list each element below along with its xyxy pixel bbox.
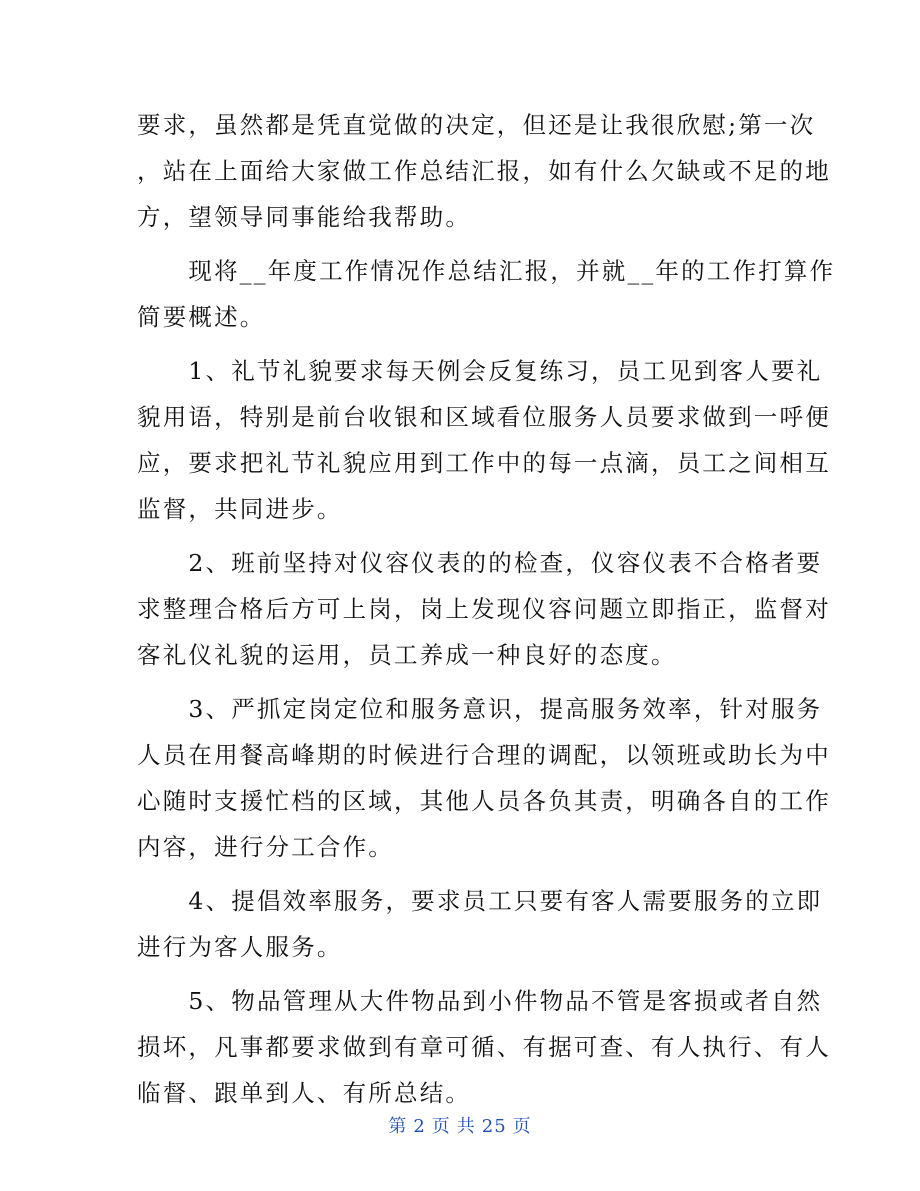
- document-body: [137, 102, 836, 1116]
- page-footer: [0, 1112, 920, 1138]
- footer-current-page: 2: [413, 1116, 426, 1137]
- footer-total-pages: 25: [481, 1116, 507, 1137]
- text-line: 简要概述。: [137, 303, 266, 331]
- footer-total-word: 共: [456, 1116, 476, 1137]
- paragraph-gap: [137, 240, 787, 248]
- paragraph-gap: [137, 970, 787, 978]
- paragraph-gap: [137, 532, 787, 540]
- paragraph-gap: [137, 870, 787, 878]
- text-line: 损坏，凡事都要求做到有章可循、有据可查、有人执行、有人: [137, 1033, 831, 1061]
- text-line: 貌用语，特别是前台收银和区域看位服务人员要求做到一呼便: [137, 403, 831, 431]
- text-line: 心随时支援忙档的区域，其他人员各负其责，明确各自的工作: [137, 787, 831, 815]
- paragraph-gap: [137, 340, 787, 348]
- text-line: 客礼仪礼貌的运用，员工养成一种良好的态度。: [137, 641, 677, 669]
- text-line: 应，要求把礼节礼貌应用到工作中的每一点滴，员工之间相互: [137, 449, 831, 477]
- text-line: 2、班前坚持对仪容仪表的的检查，仪容仪表不合格者要: [137, 549, 823, 577]
- footer-suffix: 页: [512, 1116, 532, 1137]
- text-line: 方，望领导同事能给我帮助。: [137, 203, 472, 231]
- footer-prefix: 第: [388, 1116, 408, 1137]
- paragraph-gap: [137, 678, 787, 686]
- text-line: 进行为客人服务。: [137, 933, 343, 961]
- text-line: 人员在用餐高峰期的时候进行合理的调配，以领班或助长为中: [137, 741, 831, 769]
- text-line: 临督、跟单到人、有所总结。: [137, 1079, 472, 1107]
- text-line: 1、礼节礼貌要求每天例会反复练习，员工见到客人要礼: [137, 357, 823, 385]
- text-line: 3、严抓定岗定位和服务意识，提高服务效率，针对服务: [137, 695, 823, 723]
- footer-page-word: 页: [431, 1116, 451, 1137]
- text-line: 要求，虽然都是凭直觉做的决定，但还是让我很欣慰;第一次: [137, 111, 816, 139]
- text-line: 4、提倡效率服务，要求员工只要有客人需要服务的立即: [137, 887, 823, 915]
- text-line: 求整理合格后方可上岗，岗上发现仪容问题立即指正，监督对: [137, 595, 831, 623]
- text-line: 现将__年度工作情况作总结汇报，并就__年的工作打算作: [137, 257, 836, 285]
- text-line: 5、物品管理从大件物品到小件物品不管是客损或者自然: [137, 987, 823, 1015]
- text-line: 内容，进行分工合作。: [137, 833, 394, 861]
- text-line: ，站在上面给大家做工作总结汇报，如有什么欠缺或不足的地: [137, 157, 831, 185]
- text-line: 监督，共同进步。: [137, 495, 343, 523]
